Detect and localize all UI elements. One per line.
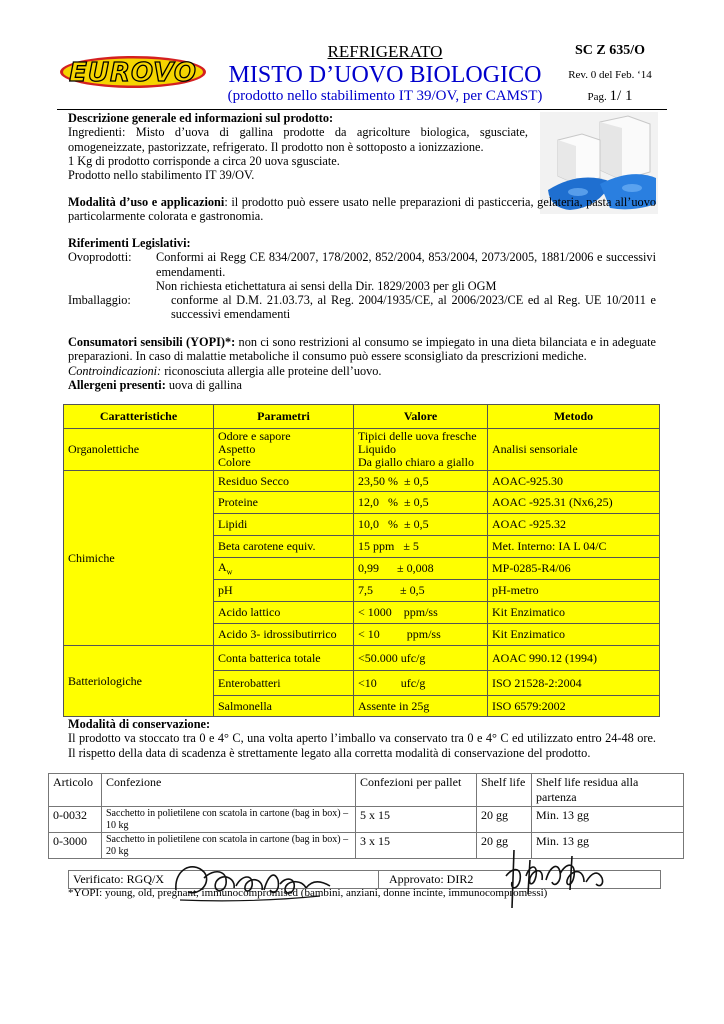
header-divider (57, 109, 667, 110)
table-row (64, 471, 660, 492)
plant-text: Prodotto nello stabilimento IT 39/OV. (68, 168, 255, 183)
storage-text: Il prodotto va stoccato tra 0 e 4° C, una volta aperto l’imballo va conservato tra 0 e 4° C ed utilizzato entro 24-48 ore. Il rispetto della data di scadenza è strettamente legato alla corretta modalità di conservazione del prodotto. (68, 731, 656, 760)
ovo-text: Conformi ai Regg CE 834/2007, 178/2002, 852/2004, 853/2004, 2073/2005, 1881/2006 e successivi emendamenti. (156, 250, 656, 279)
header-per-pallet: Confezioni per pallet (356, 774, 477, 807)
description-section (68, 111, 528, 182)
spec-header-value: Valore (354, 405, 488, 429)
per-pallet: 3 x 15 (356, 833, 477, 859)
page-number (555, 88, 665, 105)
spec-value: < 1000 ppm/ss (354, 602, 488, 624)
spec-method: AOAC -925.31 (Nx6,25) (488, 492, 660, 514)
header-shelf-life: Shelf life (477, 774, 532, 807)
allergens-text: uova di gallina (165, 377, 242, 392)
article-code: 0-3000 (49, 833, 102, 859)
spec-value: <10 ufc/g (354, 671, 488, 696)
spec-param: Conta batterica totale (214, 646, 354, 671)
spec-value: Assente in 25g (354, 696, 488, 717)
approver-signature (500, 846, 612, 916)
spec-method: pH-metro (488, 580, 660, 602)
spec-value: < 10 ppm/ss (354, 624, 488, 646)
spec-value: 7,5 ± 0,5 (354, 580, 488, 602)
packaging-description: Sacchetto in polietilene con scatola in cartone (bag in box) – 20 kg (102, 833, 356, 859)
spec-value: <50.000 ufc/g (354, 646, 488, 671)
spec-param: pH (214, 580, 354, 602)
spec-header-parameters: Parametri (214, 405, 354, 429)
document-code: SC Z 635/O (574, 43, 645, 58)
verifier-signature (170, 850, 340, 912)
header-packaging: Confezione (102, 774, 356, 807)
spec-header-row (64, 405, 660, 429)
spec-param: Proteine (214, 492, 354, 514)
spec-method: Kit Enzimatico (488, 624, 660, 646)
header-article: Articolo (49, 774, 102, 807)
storage-section (68, 717, 656, 760)
description-heading: Descrizione generale ed informazioni sul prodotto: (68, 111, 334, 125)
legal-section (68, 236, 656, 322)
logo-wordmark: EUROVO (69, 58, 197, 88)
product-category: REFRIGERATO (327, 42, 443, 61)
spec-value: 0,99 ± 0,008 (354, 558, 488, 580)
shelf-life: 20 gg (477, 807, 532, 833)
spec-param: Acido lattico (214, 602, 354, 624)
spec-param: Residuo Secco (214, 471, 354, 492)
spec-value: 12,0 % ± 0,5 (354, 492, 488, 514)
equivalence-text: 1 Kg di prodotto corrisponde a circa 20 uova sgusciate. (68, 153, 340, 168)
contraindications-label: Controindicazioni: (68, 363, 162, 378)
spec-method: AOAC -925.32 (488, 514, 660, 536)
page-title: MISTO D’UOVO BIOLOGICO (228, 62, 542, 88)
spec-param: Salmonella (214, 696, 354, 717)
spec-header-method: Metodo (488, 405, 660, 429)
legal-heading: Riferimenti Legislativi: (68, 236, 191, 250)
spec-method: Analisi sensoriale (488, 429, 660, 471)
spec-param: Enterobatteri (214, 671, 354, 696)
spec-method: ISO 6579:2002 (488, 696, 660, 717)
spec-method: MP-0285-R4/06 (488, 558, 660, 580)
spec-group-organoleptic: Organolettiche (64, 429, 214, 471)
allergens-label: Allergeni presenti: (68, 377, 166, 392)
consumers-heading: Consumatori sensibili (YOPI)*: (68, 335, 236, 349)
spec-method: AOAC 990.12 (1994) (488, 646, 660, 671)
spec-value: 10,0 % ± 0,5 (354, 514, 488, 536)
packaging-header-row (49, 774, 684, 807)
spec-param: Acido 3- idrossibutirrico (214, 624, 354, 646)
revision-label: Rev. 0 del Feb. ‘14 (568, 69, 652, 81)
spec-value: Tipici delle uova fresche Liquido Da giallo chiaro a giallo (354, 429, 488, 471)
ovo-ogm-text: Non richiesta etichettatura ai sensi della Dir. 1829/2003 per gli OGM (156, 278, 497, 293)
article-code: 0-0032 (49, 807, 102, 833)
shelf-life: 20 gg (477, 833, 532, 859)
spec-param: Lipidi (214, 514, 354, 536)
contraindications-text: riconosciuta allergia alle proteine dell’uovo. (161, 363, 382, 378)
spec-method: ISO 21528-2:2004 (488, 671, 660, 696)
usage-section (68, 195, 656, 224)
spec-header-characteristics: Caratteristiche (64, 405, 214, 429)
spec-param: $A_w$ (214, 558, 354, 580)
table-row (64, 646, 660, 671)
page-label: Pag. (587, 91, 607, 103)
spec-method: Kit Enzimatico (488, 602, 660, 624)
ovo-label: Ovoprodotti: (68, 250, 132, 265)
spec-method: Met. Interno: IA L 04/C (488, 536, 660, 558)
spec-method: AOAC-925.30 (488, 471, 660, 492)
verified-by: Verificato: RGQ/X (69, 871, 379, 889)
header-residual-shelf-life: Shelf life residua alla partenza (532, 774, 684, 807)
specifications-table (63, 404, 660, 717)
usage-heading: Modalità d’uso e applicazioni (68, 195, 225, 209)
usage-text: : il prodotto può essere usato nelle preparazioni di pasticceria, gelateria, pasta all’uovo particolarmente colorata e gastronomia. (68, 195, 656, 224)
approved-by: Approvato: DIR2 (379, 871, 661, 889)
eurovo-logo (58, 52, 208, 90)
table-row (49, 807, 684, 833)
spec-group-chemical: Chimiche (64, 471, 214, 646)
residual-shelf-life: Min. 13 gg (532, 807, 684, 833)
per-pallet: 5 x 15 (356, 807, 477, 833)
consumers-section (68, 335, 656, 392)
ingredients-text: Ingredienti: Misto d’uova di gallina prodotte da agricolture biologica, sgusciate, omogeneizzate, pastorizzate, refrigerato. Il prodotto non è sottoposto a ionizzazione. (68, 125, 528, 154)
pack-label: Imballaggio: (68, 293, 131, 308)
product-subtitle: (prodotto nello stabilimento IT 39/OV, per CAMST) (227, 88, 543, 104)
consumers-text: non ci sono restrizioni al consumo se impiegato in una dieta bilanciata e in adeguate preparazioni. In caso di malattie metaboliche il consumo può essere sconsigliato da prescrizioni mediche. (68, 335, 656, 364)
packaging-description: Sacchetto in polietilene con scatola in cartone (bag in box) – 10 kg (102, 807, 356, 833)
spec-value: 15 ppm ± 5 (354, 536, 488, 558)
page-value: 1/ 1 (609, 88, 633, 104)
spec-param: Odore e sapore Aspetto Colore (214, 429, 354, 471)
residual-shelf-life: Min. 13 gg (532, 833, 684, 859)
yopi-footnote: *YOPI: young, old, pregnant, immunocompromised (bambini, anziani, donne incinte, immunocompromessi) (68, 887, 548, 899)
spec-value: 23,50 % ± 0,5 (354, 471, 488, 492)
spec-param: Beta carotene equiv. (214, 536, 354, 558)
pack-text: conforme al D.M. 21.03.73, al Reg. 2004/1935/CE, al 2006/2023/CE ed al Reg. UE 10/2011 e successivi emendamenti (171, 293, 656, 322)
spec-group-bacteriological: Batteriologiche (64, 646, 214, 717)
storage-heading: Modalità di conservazione: (68, 717, 211, 731)
table-row (64, 429, 660, 471)
